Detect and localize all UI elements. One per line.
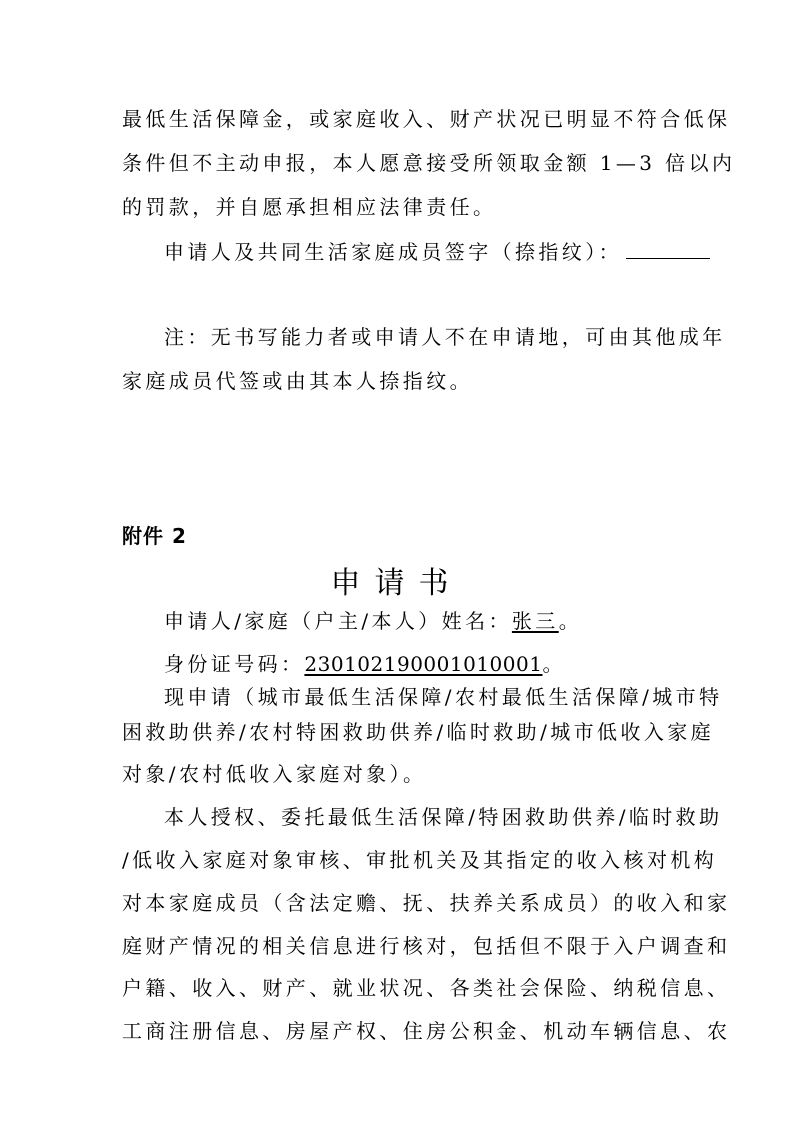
auth-line: 庭财产情况的相关信息进行核对，包括但不限于入户调查和	[122, 934, 731, 958]
signature-label: 申请人及共同生活家庭成员签字（捺指纹）：	[164, 240, 622, 264]
name-end: 。	[558, 609, 583, 633]
paragraph-line: 的罚款，并自愿承担相应法律责任。	[122, 195, 497, 219]
name-value: 张三	[511, 609, 559, 633]
auth-line: 对本家庭成员（含法定赡、抚、扶养关系成员）的收入和家	[122, 891, 731, 915]
attachment-label: 附件 2	[122, 524, 187, 548]
page-title: 申请书	[330, 566, 463, 601]
signature-row	[164, 240, 710, 264]
signature-blank[interactable]	[626, 240, 710, 259]
apply-line: 现申请（城市最低生活保障/农村最低生活保障/城市特	[164, 685, 723, 709]
paragraph-line: 最低生活保障金，或家庭收入、财产状况已明显不符合低保	[122, 107, 731, 131]
auth-line: 工商注册信息、房屋产权、住房公积金、机动车辆信息、农	[122, 1019, 731, 1043]
paragraph-line: 条件但不主动申报，本人愿意接受所领取金额 1—3 倍以内	[122, 151, 736, 175]
apply-line: 困救助供养/农村特困救助供养/临时救助/城市低收入家庭	[122, 720, 715, 744]
note-line: 注：无书写能力者或申请人不在申请地，可由其他成年	[164, 325, 726, 349]
name-label: 申请人/家庭（户主/本人）姓名：	[164, 609, 512, 633]
note-line: 家庭成员代签或由其本人捺指纹。	[122, 369, 473, 393]
name-row	[164, 609, 582, 633]
auth-line: 本人授权、委托最低生活保障/特困救助供养/临时救助	[164, 805, 723, 829]
id-row	[164, 652, 566, 676]
id-label: 身份证号码：	[164, 652, 305, 676]
apply-line: 对象/农村低收入家庭对象）。	[122, 762, 427, 786]
id-value: 230102190001010001	[304, 652, 543, 676]
auth-line: 户籍、收入、财产、就业状况、各类社会保险、纳税信息、	[122, 976, 731, 1000]
auth-line: /低收入家庭对象审核、审批机关及其指定的收入核对机构	[122, 848, 718, 872]
id-end: 。	[542, 652, 566, 676]
